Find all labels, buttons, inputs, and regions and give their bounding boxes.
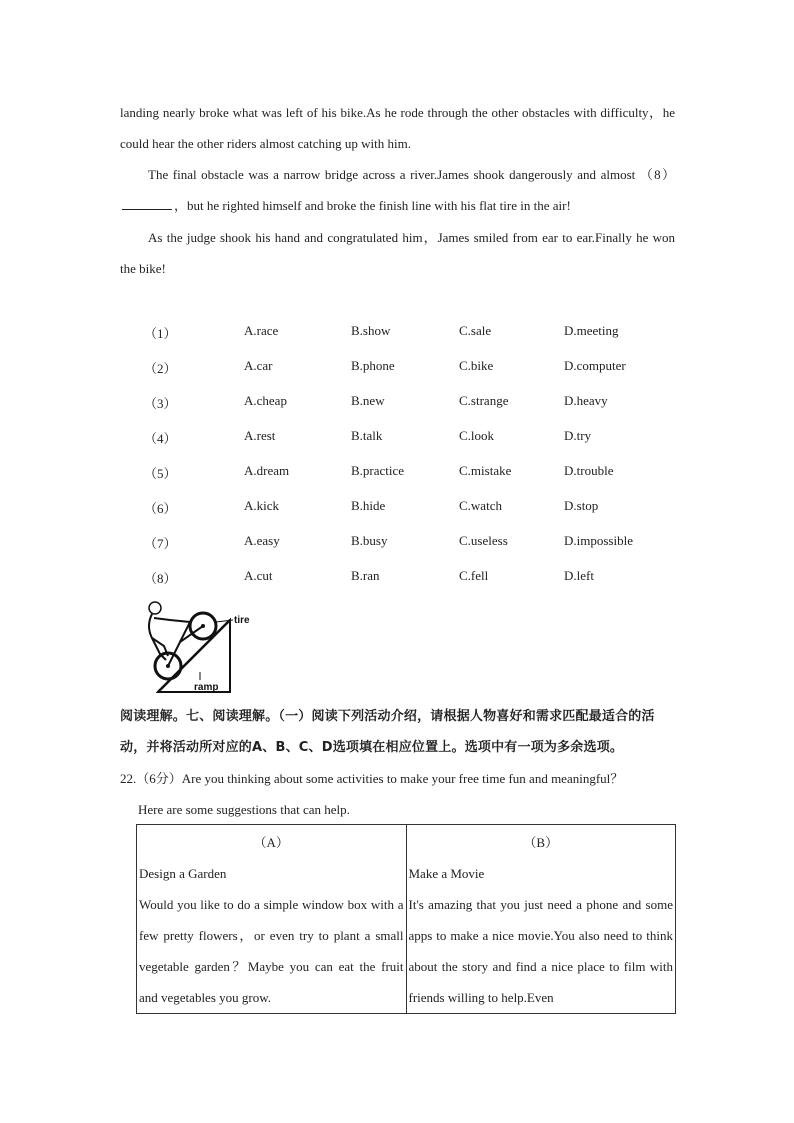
option-a[interactable]: A.dream (244, 463, 290, 478)
option-row (0, 568, 794, 588)
passage-paragraph-1: landing nearly broke what was left of his bike.As he rode through the other obstacles with difficulty，he could hear the other riders almost catching up with him. (120, 105, 675, 151)
bike-ramp-illustration (130, 600, 260, 695)
option-b[interactable]: B.practice (351, 463, 405, 478)
activity-letter: （A） (253, 835, 289, 850)
option-a[interactable]: A.race (244, 323, 279, 338)
question-number: （4） (144, 431, 177, 446)
activities-table (136, 824, 676, 1014)
option-b[interactable]: B.ran (351, 568, 380, 583)
option-b[interactable]: B.show (351, 323, 391, 338)
option-b[interactable]: B.talk (351, 428, 383, 443)
option-row (0, 533, 794, 553)
option-a[interactable]: A.kick (244, 498, 280, 513)
option-c[interactable]: C.strange (459, 393, 509, 408)
option-d[interactable]: D.meeting (564, 323, 619, 338)
passage-paragraph-2-start: The final obstacle was a narrow bridge across a river.James shook dangerously and almost （8） (148, 167, 675, 182)
option-c[interactable]: C.fell (459, 568, 489, 583)
option-c[interactable]: C.bike (459, 358, 494, 373)
tire-label: tire (234, 615, 250, 626)
option-row (0, 323, 794, 343)
question-number: （5） (144, 466, 177, 481)
option-d[interactable]: D.try (564, 428, 592, 443)
activity-letter: （B） (523, 835, 559, 850)
option-d[interactable]: D.stop (564, 498, 599, 513)
rider-arm (154, 618, 190, 622)
activity-text: Would you like to do a simple window box with a few pretty flowers，or even try to plant a small vegetable garden？Maybe you can eat the fruit and vegetables you grow. (139, 897, 404, 1005)
question-number: （7） (144, 536, 177, 551)
question-number: （1） (144, 326, 177, 341)
question-number: （6） (144, 501, 177, 516)
activity-text: It's amazing that you just need a phone and some apps to make a nice movie.You also need to think about the story and find a nice place to film with friends willing to help.Even (408, 897, 673, 1005)
option-d[interactable]: D.left (564, 568, 594, 583)
rider-head (149, 602, 161, 614)
activity-cell-b (406, 825, 676, 1014)
option-c[interactable]: C.mistake (459, 463, 512, 478)
option-a[interactable]: A.rest (244, 428, 276, 443)
activity-title: Design a Garden (139, 866, 227, 881)
option-row (0, 463, 794, 483)
answer-blank-8[interactable] (122, 197, 172, 210)
question-number: （8） (144, 571, 177, 586)
passage-paragraph-3: As the judge shook his hand and congratulated him，James smiled from ear to ear.Finally he won the bike! (120, 230, 675, 276)
option-c[interactable]: C.watch (459, 498, 502, 513)
option-d[interactable]: D.computer (564, 358, 626, 373)
option-row (0, 393, 794, 413)
activity-cell-a (137, 825, 407, 1014)
option-a[interactable]: A.car (244, 358, 273, 373)
option-b[interactable]: B.phone (351, 358, 395, 373)
option-c[interactable]: C.sale (459, 323, 492, 338)
activities-row (137, 825, 676, 1014)
question-22-stem: 22.（6分）Are you thinking about some activities to make your free time fun and meaningful？ (120, 771, 624, 786)
passage-paragraph-2-end: ，but he righted himself and broke the finish line with his flat tire in the air! (174, 198, 571, 213)
option-c[interactable]: C.useless (459, 533, 508, 548)
option-d[interactable]: D.trouble (564, 463, 614, 478)
option-row (0, 428, 794, 448)
option-a[interactable]: A.cut (244, 568, 273, 583)
option-a[interactable]: A.cheap (244, 393, 287, 408)
question-22-intro: Here are some suggestions that can help. (138, 802, 350, 817)
option-b[interactable]: B.new (351, 393, 385, 408)
option-row (0, 358, 794, 378)
option-b[interactable]: B.busy (351, 533, 388, 548)
section-instruction: 阅读理解。七、阅读理解。（一）阅读下列活动介绍，请根据人物喜好和需求匹配最适合的活动，并将活动所对应的A、B、C、D选项填在相应位置上。选项中有一项为多余选项。 (120, 709, 655, 755)
passage-paragraph-2 (120, 159, 675, 221)
option-d[interactable]: D.impossible (564, 533, 633, 548)
option-c[interactable]: C.look (459, 428, 495, 443)
question-number: （2） (144, 361, 177, 376)
option-b[interactable]: B.hide (351, 498, 386, 513)
option-row (0, 498, 794, 518)
option-d[interactable]: D.heavy (564, 393, 608, 408)
question-number: （3） (144, 396, 177, 411)
activity-title: Make a Movie (408, 866, 485, 881)
option-a[interactable]: A.easy (244, 533, 280, 548)
ramp-label: ramp (194, 682, 219, 693)
